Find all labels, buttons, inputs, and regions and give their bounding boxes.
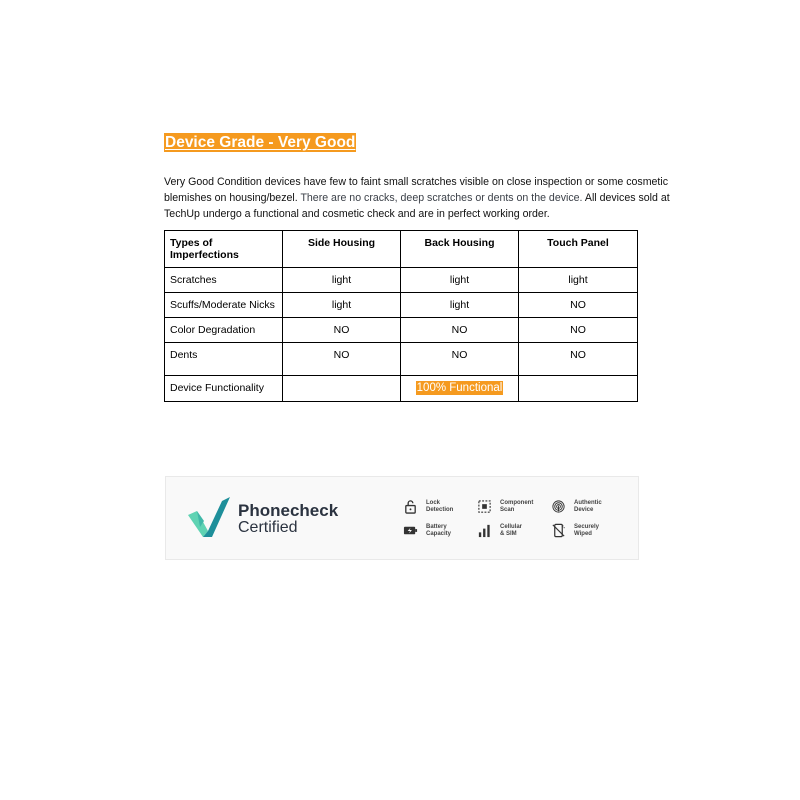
- cell: light: [519, 268, 638, 293]
- grade-description: [164, 174, 704, 222]
- cell: [519, 376, 638, 402]
- row-label: Scuffs/Moderate Nicks: [165, 293, 283, 318]
- cell: light: [401, 268, 519, 293]
- feature-lock-detection: [403, 499, 462, 514]
- row-label: Dents: [165, 343, 283, 376]
- description-part-1: Very Good Condition devices have few to faint small scratches visible on close inspection or some cosmetic blemishes on housing/bezel.: [164, 176, 669, 204]
- cell: NO: [283, 343, 401, 376]
- feature-label: Component Scan: [500, 500, 534, 513]
- fingerprint-icon: [551, 499, 566, 514]
- device-grade-heading: Device Grade - Very Good: [165, 134, 356, 151]
- battery-icon: [403, 523, 418, 538]
- component-scan-icon: [477, 499, 492, 514]
- feature-label: Authentic Device: [574, 500, 602, 513]
- cell: NO: [519, 318, 638, 343]
- row-label: Color Degradation: [165, 318, 283, 343]
- functional-badge: 100% Functional: [416, 382, 503, 394]
- phonecheck-certified-banner: [165, 476, 639, 560]
- feature-component-scan: [477, 499, 536, 514]
- imperfections-table: [164, 230, 638, 402]
- table-row: [165, 343, 638, 376]
- table-row: [165, 318, 638, 343]
- table-row: [165, 268, 638, 293]
- table-header-row: [165, 231, 638, 268]
- header-touch-panel: Touch Panel: [519, 231, 638, 268]
- cell: NO: [519, 293, 638, 318]
- feature-securely-wiped: [551, 523, 610, 538]
- feature-label: Securely Wiped: [574, 524, 600, 537]
- feature-label: Cellular & SIM: [500, 524, 523, 537]
- cell: NO: [519, 343, 638, 376]
- cell: [401, 376, 519, 402]
- table-row: [165, 293, 638, 318]
- feature-label: Lock Detection: [426, 500, 454, 513]
- description-part-3: All devices sold at TechUp undergo a functional and cosmetic check and are in perfect working order.: [164, 192, 670, 220]
- row-label: Scratches: [165, 268, 283, 293]
- description-part-2: There are no cracks, deep scratches or dents on the device.: [300, 192, 583, 204]
- wiped-phone-icon: [551, 523, 566, 538]
- functionality-row: [165, 376, 638, 402]
- cell: [283, 376, 401, 402]
- cell: NO: [283, 318, 401, 343]
- row-label: Device Functionality: [165, 376, 283, 402]
- feature-cellular-sim: [477, 523, 536, 538]
- cell: NO: [401, 318, 519, 343]
- signal-bars-icon: [477, 523, 492, 538]
- lock-icon: [403, 499, 418, 514]
- phonecheck-check-logo-icon: [188, 497, 230, 537]
- header-side-housing: Side Housing: [283, 231, 401, 268]
- feature-battery-capacity: [403, 523, 462, 538]
- header-back-housing: Back Housing: [401, 231, 519, 268]
- phonecheck-name: Phonecheck: [238, 501, 339, 520]
- cell: light: [401, 293, 519, 318]
- cell: light: [283, 293, 401, 318]
- feature-authentic-device: [551, 499, 610, 514]
- header-types: Types of Imperfections: [165, 231, 283, 268]
- cell: NO: [401, 343, 519, 376]
- feature-label: Battery Capacity: [426, 524, 452, 537]
- cell: light: [283, 268, 401, 293]
- phonecheck-certified-label: Certified: [238, 519, 298, 536]
